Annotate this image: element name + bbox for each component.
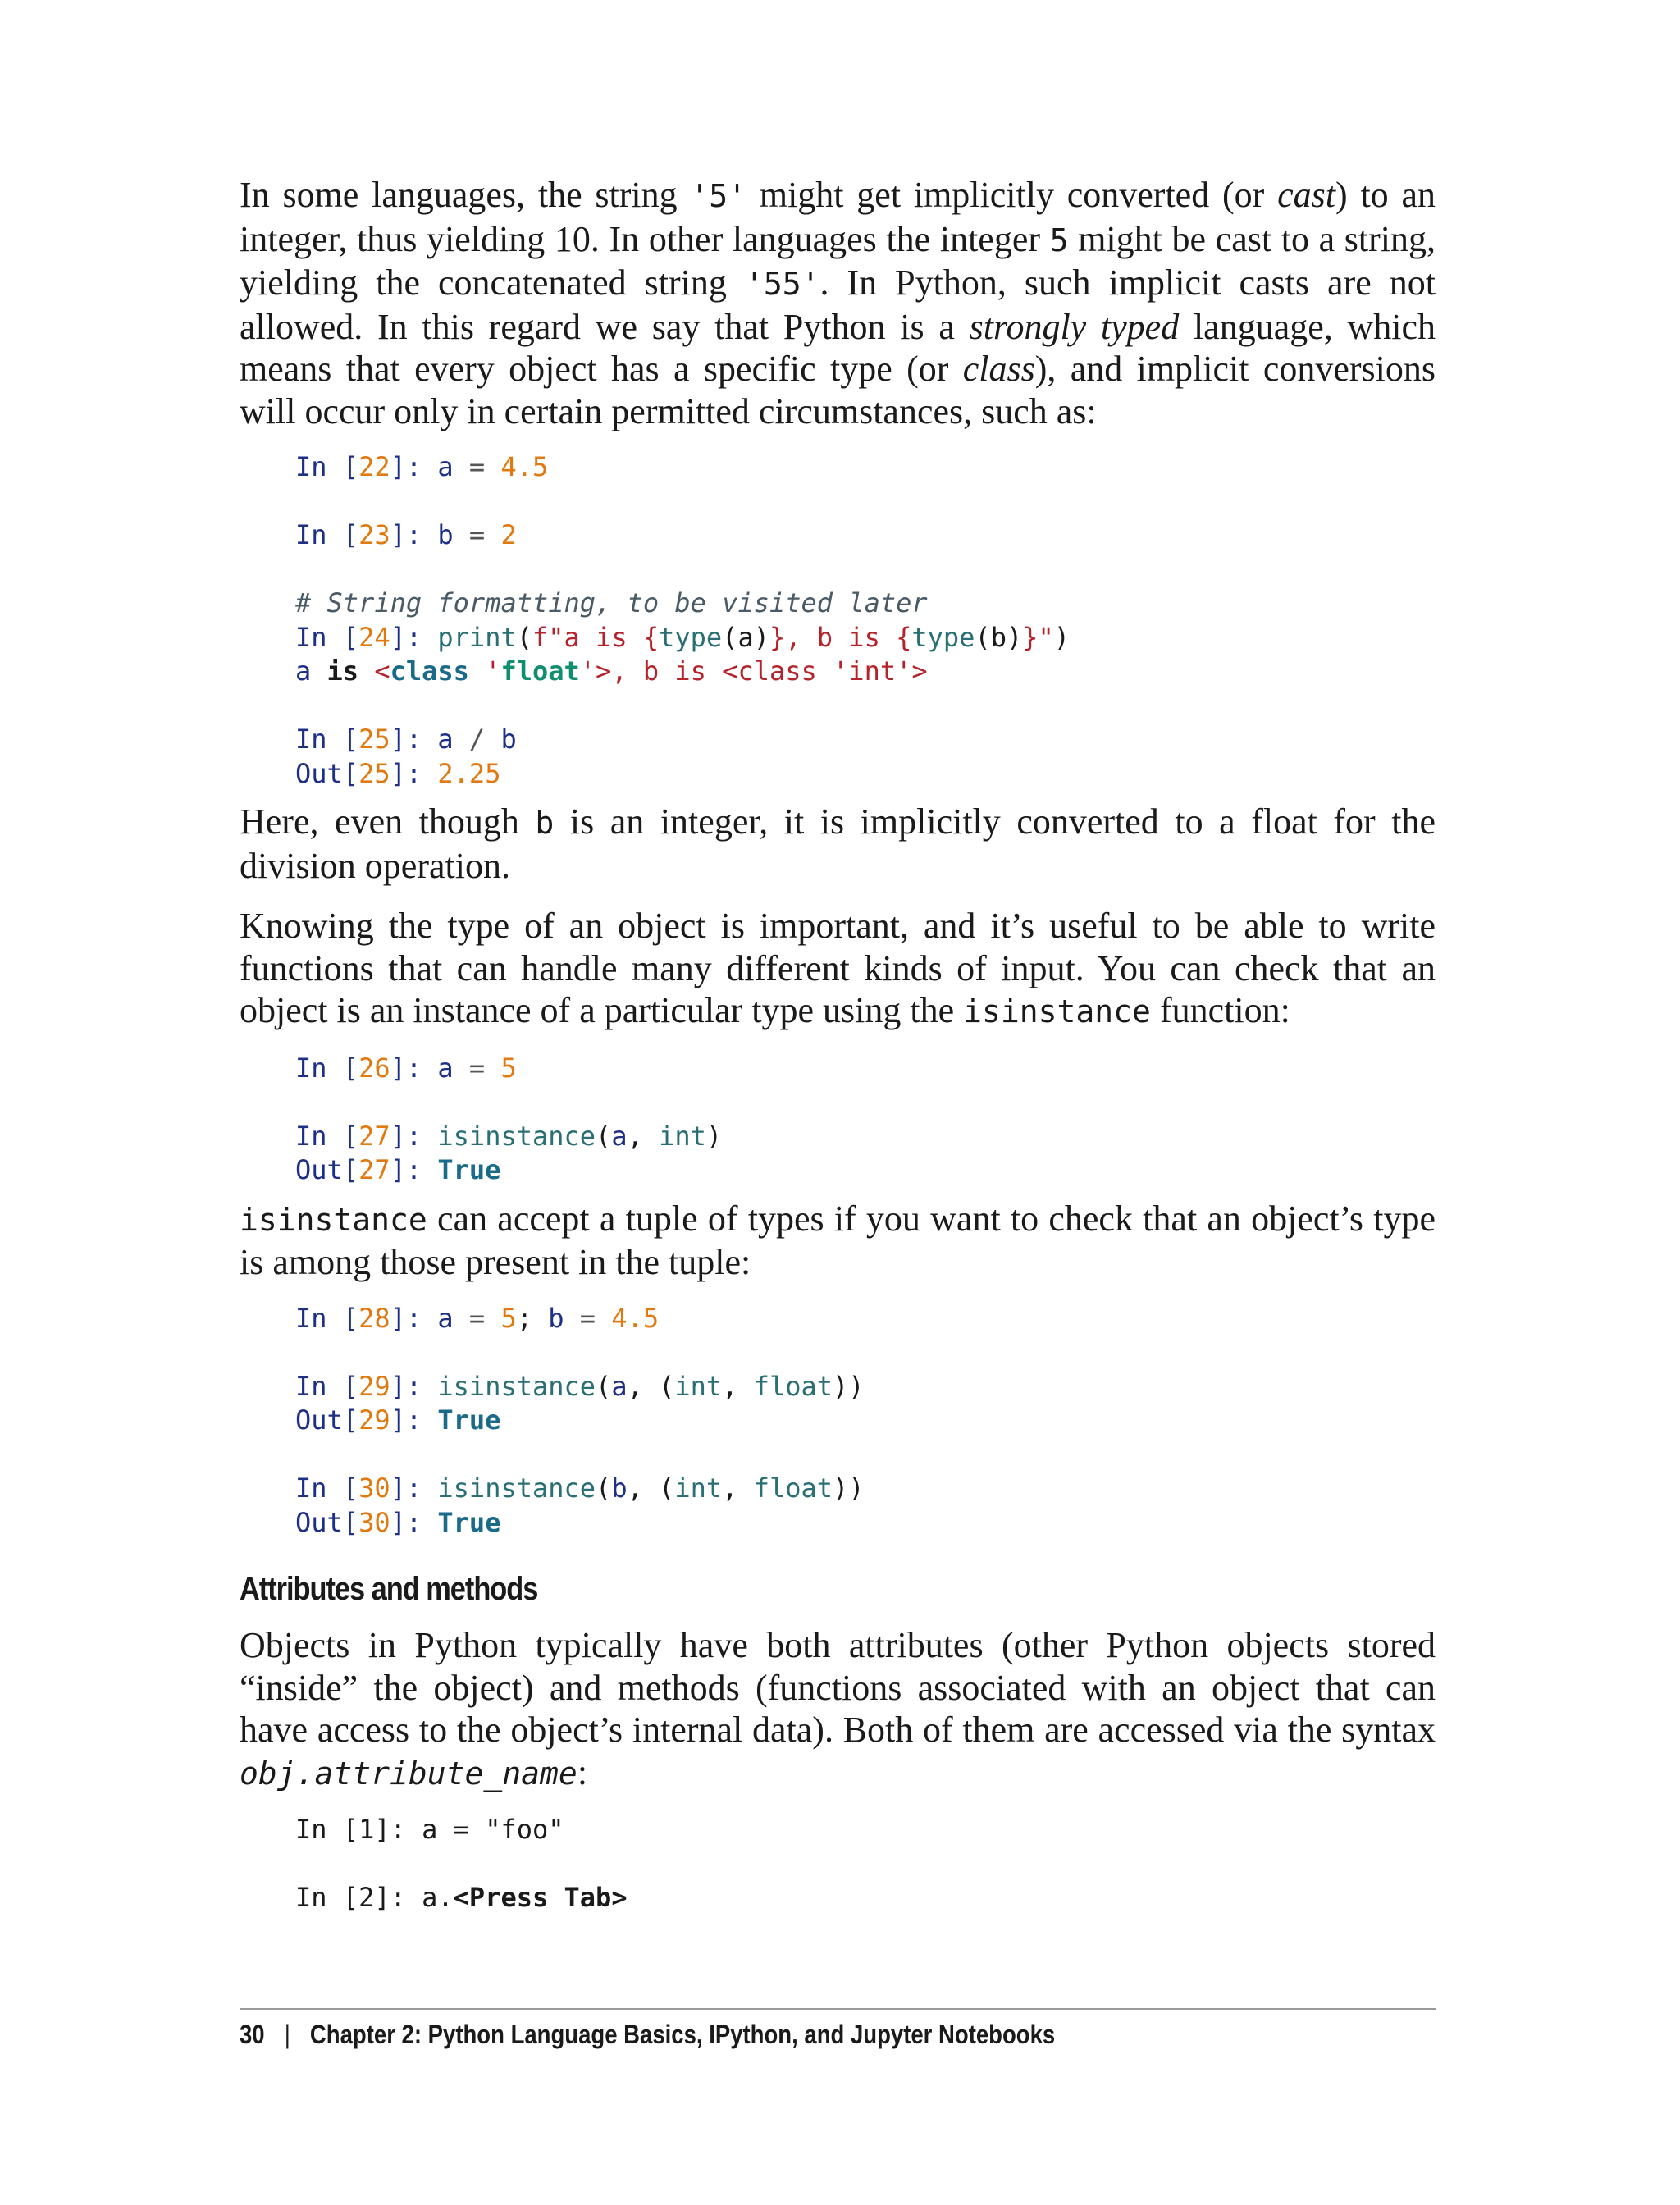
code-output-line: Out[27]: True bbox=[295, 1154, 501, 1185]
code-line: In [27]: isinstance(a, int) bbox=[295, 1120, 723, 1152]
section-heading: Attributes and methods bbox=[240, 1571, 538, 1607]
text: : bbox=[577, 1751, 588, 1792]
code-line: In [22]: a = 4.5 bbox=[295, 451, 549, 482]
text: ) to an integer, thus yielding 10. In other languages the integer bbox=[240, 175, 1436, 259]
code-line: In [29]: isinstance(a, (int, float)) bbox=[295, 1370, 865, 1402]
text: ), and implicit conversions will occur only in certain permitted circumstances, such as: bbox=[240, 349, 1436, 431]
paragraph-implicit-casts bbox=[240, 174, 1436, 432]
paragraph-implicit-float bbox=[240, 801, 1436, 887]
inline-code: isinstance bbox=[240, 1201, 427, 1238]
code-output-line: Out[29]: True bbox=[295, 1404, 501, 1436]
text: Here, even though bbox=[240, 801, 536, 842]
text: language, which means that every object has a specific type (or bbox=[240, 306, 1436, 389]
italic-term: cast bbox=[1277, 175, 1335, 215]
code-block-type-division bbox=[295, 450, 1436, 791]
inline-code: isinstance bbox=[963, 993, 1151, 1029]
inline-code: '5' bbox=[690, 178, 747, 214]
code-output-line: a is <class 'float'>, b is <class 'int'> bbox=[295, 655, 928, 687]
code-block-isinstance bbox=[295, 1052, 1436, 1188]
code-block-attributes bbox=[295, 1813, 1436, 1915]
code-line: In [24]: print(f"a is {type(a)}, b is {type(b)}") bbox=[295, 621, 1071, 653]
text: In some languages, the string bbox=[240, 175, 691, 215]
code-block-isinstance-tuple bbox=[295, 1302, 1436, 1541]
italic-term: class bbox=[962, 349, 1035, 389]
inline-code: b bbox=[535, 805, 555, 841]
paragraph-attributes-methods bbox=[240, 1624, 1436, 1795]
text: Objects in Python typically have both attributes (other Python objects stored “inside” the object) and methods (functions associated with an object that can have access to the object’s internal data). Both of them are accessed via the syntax bbox=[240, 1625, 1436, 1750]
text: . In Python, such implicit casts are not allowed. In this regard we say that Python is a bbox=[240, 262, 1436, 347]
text: Knowing the type of an object is important, and it’s useful to be able to write functions that can handle many different kinds of input. You can check that an object is an instance of a particular type using the bbox=[240, 906, 1436, 1030]
paragraph-isinstance-tuple bbox=[240, 1198, 1436, 1284]
page-number: 30 bbox=[240, 2020, 265, 2049]
code-output-line: Out[25]: 2.25 bbox=[295, 757, 501, 789]
inline-code: 5 bbox=[1049, 221, 1069, 258]
code-line: In [2]: a.<Press Tab> bbox=[295, 1882, 628, 1913]
text: can accept a tuple of types if you want to check that an object’s type is among those present in the tuple: bbox=[240, 1198, 1436, 1282]
page-content bbox=[240, 174, 1436, 1925]
text: might be cast to a string, yielding the concatenated string bbox=[240, 218, 1436, 303]
text: function: bbox=[1150, 990, 1290, 1030]
code-line: In [25]: a / b bbox=[295, 724, 517, 755]
chapter-title: Chapter 2: Python Language Basics, IPython, and Jupyter Notebooks bbox=[309, 2020, 1056, 2049]
code-line: In [30]: isinstance(b, (int, float)) bbox=[295, 1472, 865, 1504]
code-output-line: Out[30]: True bbox=[295, 1506, 501, 1538]
text: might get implicitly converted (or bbox=[746, 175, 1278, 215]
paragraph-isinstance-intro bbox=[240, 905, 1436, 1034]
code-line: In [23]: b = 2 bbox=[295, 519, 517, 550]
code-comment: # String formatting, to be visited later bbox=[295, 587, 928, 619]
footer-separator: | bbox=[284, 2020, 290, 2049]
inline-code: '55' bbox=[744, 266, 820, 302]
text: is an integer, it is implicitly converted to a float for the division operation. bbox=[240, 801, 1436, 886]
code-line: In [28]: a = 5; b = 4.5 bbox=[295, 1302, 660, 1334]
code-line: In [1]: a = "foo" bbox=[295, 1814, 564, 1845]
page-footer bbox=[240, 2020, 1055, 2050]
footer-divider bbox=[240, 2008, 1436, 2010]
inline-code: obj.attribute_name bbox=[240, 1755, 578, 1792]
italic-term: strongly typed bbox=[969, 306, 1180, 347]
code-line: In [26]: a = 5 bbox=[295, 1052, 517, 1084]
